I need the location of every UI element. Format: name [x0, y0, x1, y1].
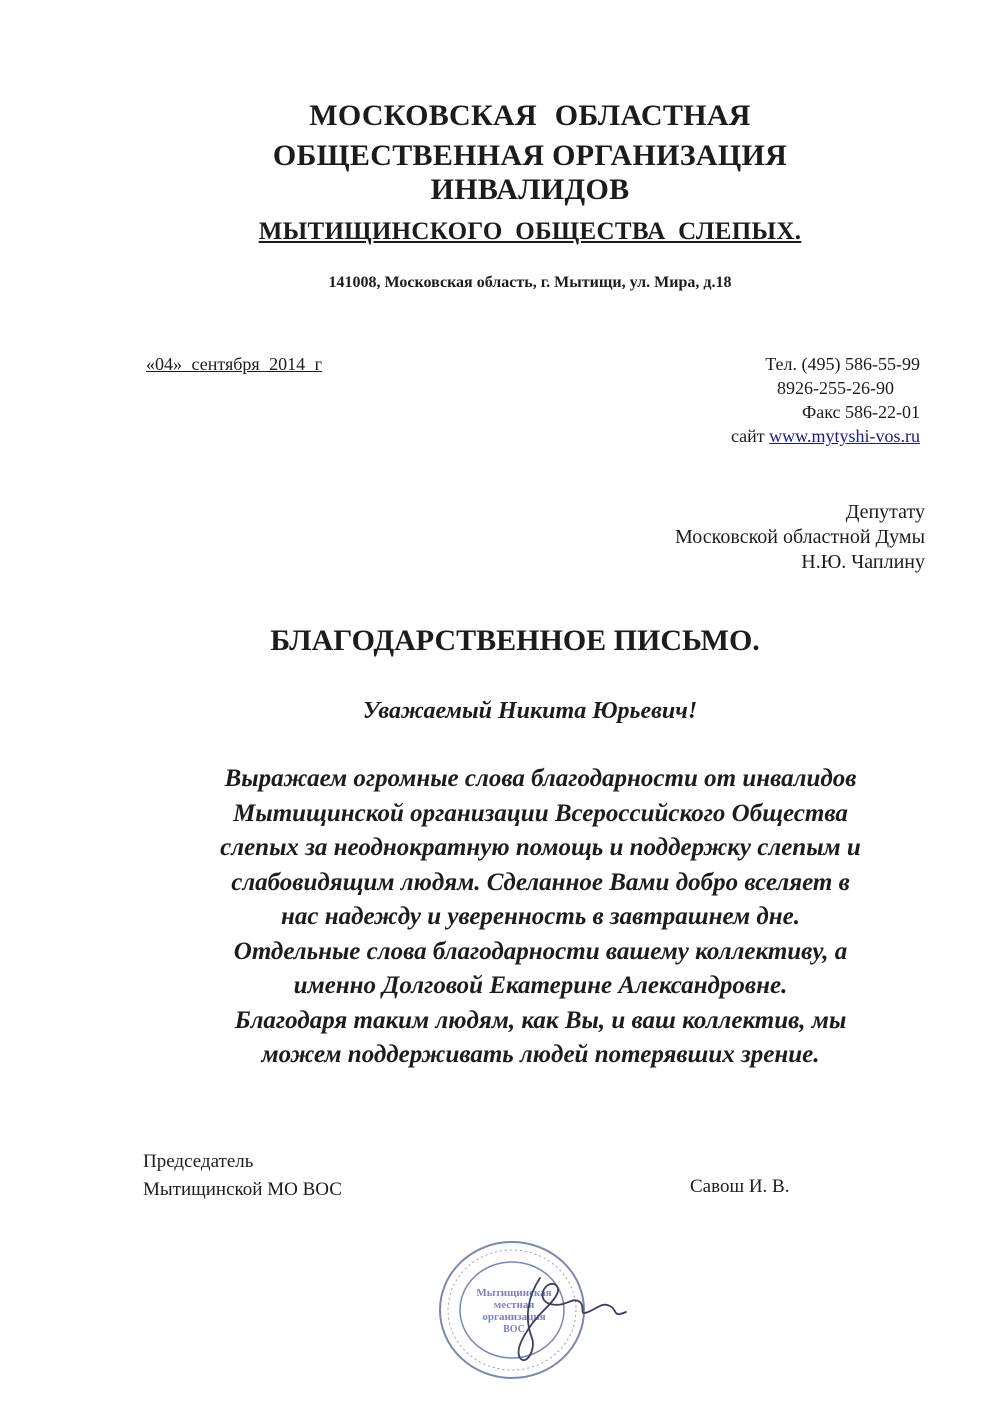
body-line: Мытищинской организации Всероссийского Общества [233, 799, 848, 827]
greeting: Уважаемый Никита Юрьевич! [362, 698, 698, 724]
position-line-2: Мытищинской МО ВОС [143, 1179, 342, 1200]
stamp-text-2: местная [493, 1299, 535, 1311]
signatory-name: Савош И. В. [690, 1176, 790, 1197]
position-line-1: Председатель [143, 1151, 254, 1172]
org-name-line-3: ИНВАЛИДОВ [430, 173, 630, 206]
body-line: Благодаря таким людям, как Вы, и ваш коллектив, мы [234, 1006, 847, 1034]
body-line: можем поддерживать людей потерявших зрение. [261, 1041, 820, 1068]
stamp-text-4: ВОС [503, 1324, 525, 1335]
contacts-block [731, 352, 920, 448]
stamp-with-signature [432, 1238, 632, 1388]
stamp-text-3: организация [482, 1311, 546, 1323]
recipient-line-1: Депутату [845, 501, 925, 523]
org-name-line-4: МЫТИЩИНСКОГО ОБЩЕСТВА СЛЕПЫХ. [258, 218, 802, 245]
body-line: слепых за неоднократную помощь и поддержку слепым и [220, 834, 861, 861]
body-line: Отдельные слова благодарности вашему коллективу, а [233, 937, 848, 965]
body-line: Выражаем огромные слова благодарности от инвалидов [224, 765, 857, 792]
letter-body [118, 762, 963, 1073]
recipient-line-3: Н.Ю. Чаплину [801, 551, 925, 573]
body-line: нас надежду и уверенность в завтрашнем дне. [281, 903, 800, 930]
phone: Тел. (495) 586-55-99 [765, 354, 920, 374]
body-line: именно Долговой Екатерине Александровне. [293, 972, 788, 999]
body-line: слабовидящим людям. Сделанное Вами добро вселяет в [231, 868, 850, 896]
website-link[interactable]: www.mytyshi-vos.ru [769, 426, 920, 446]
website [731, 424, 920, 448]
fax: Факс 586-22-01 [802, 402, 920, 422]
mobile-phone: 8926-255-26-90 [777, 378, 894, 398]
letter-date: «04» сентября 2014 г [146, 354, 323, 374]
org-name-line-1: МОСКОВСКАЯ ОБЛАСТНАЯ [309, 99, 751, 132]
recipient-line-2: Московской областной Думы [675, 526, 925, 548]
recipient-block [675, 500, 925, 575]
org-address: 141008, Московская область, г. Мытищи, ул. Мира, д.18 [328, 274, 732, 291]
org-name-line-2: ОБЩЕСТВЕННАЯ ОРГАНИЗАЦИЯ [272, 139, 788, 172]
website-label: сайт [730, 426, 765, 446]
document-title: БЛАГОДАРСТВЕННОЕ ПИСЬМО. [270, 624, 760, 657]
signatory-position [143, 1148, 342, 1204]
stamp-text-1: Мытищинская [476, 1287, 552, 1299]
